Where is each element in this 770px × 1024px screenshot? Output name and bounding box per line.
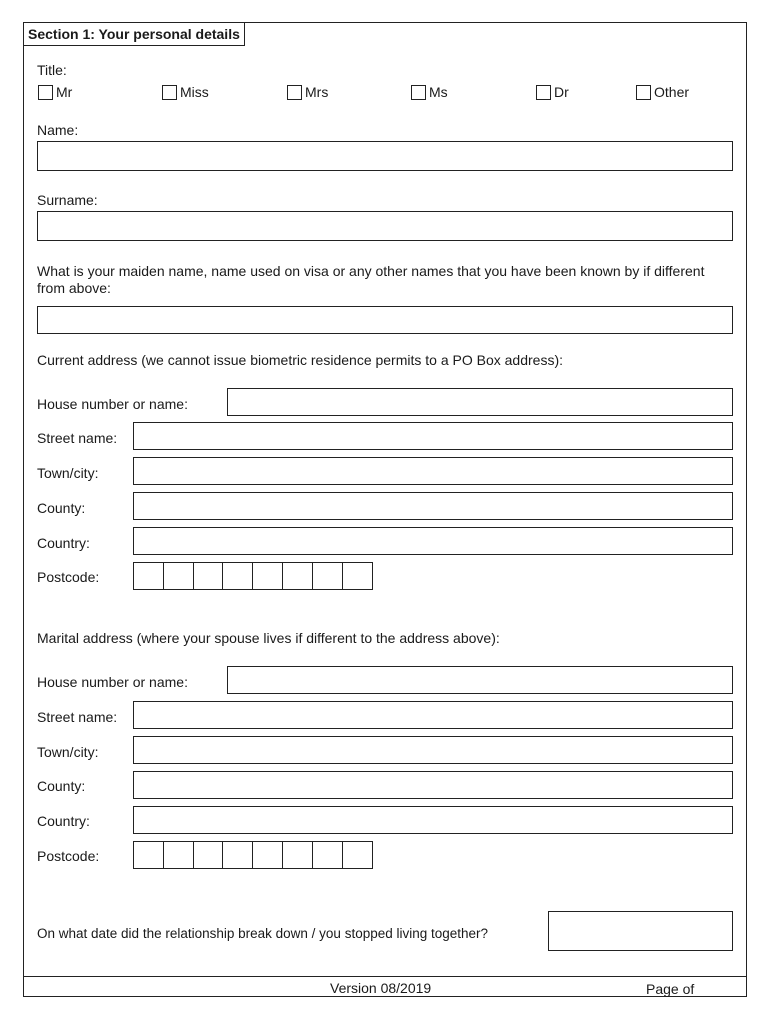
surname-field[interactable]	[37, 211, 733, 241]
current-street-field[interactable]	[133, 422, 733, 450]
current-address-heading: Current address (we cannot issue biometric residence permits to a PO Box address):	[37, 352, 564, 368]
surname-label: Surname:	[37, 192, 98, 208]
marital-house-field[interactable]	[227, 666, 733, 694]
marital-address-heading: Marital address (where your spouse lives if different to the address above):	[37, 630, 500, 646]
current-town-label: Town/city:	[37, 465, 99, 481]
current-house-label: House number or name:	[37, 396, 188, 412]
title-other-checkbox[interactable]	[636, 85, 651, 100]
postcode-cell[interactable]	[342, 841, 373, 869]
postcode-cell[interactable]	[163, 562, 194, 590]
postcode-cell[interactable]	[342, 562, 373, 590]
current-county-label: County:	[37, 500, 86, 516]
postcode-cell[interactable]	[252, 562, 283, 590]
marital-country-field[interactable]	[133, 806, 733, 834]
postcode-cell[interactable]	[282, 562, 313, 590]
postcode-cell[interactable]	[252, 841, 283, 869]
title-miss-checkbox[interactable]	[162, 85, 177, 100]
postcode-cell[interactable]	[133, 562, 164, 590]
marital-street-field[interactable]	[133, 701, 733, 729]
marital-postcode-label: Postcode:	[37, 848, 100, 864]
postcode-cell[interactable]	[282, 841, 313, 869]
title-mrs-checkbox[interactable]	[287, 85, 302, 100]
postcode-cell[interactable]	[193, 841, 224, 869]
current-country-label: Country:	[37, 535, 90, 551]
maiden-name-label: What is your maiden name, name used on visa or any other names that you have been known by if different from above:	[37, 263, 705, 296]
current-county-field[interactable]	[133, 492, 733, 520]
title-dr-label: Dr	[554, 84, 569, 100]
current-country-field[interactable]	[133, 527, 733, 555]
postcode-cell[interactable]	[133, 841, 164, 869]
footer-version: Version 08/2019	[330, 980, 432, 996]
breakdown-date-field[interactable]	[548, 911, 733, 951]
breakdown-date-label: On what date did the relationship break down / you stopped living together?	[37, 926, 489, 941]
title-miss-label: Miss	[180, 84, 209, 100]
marital-street-label: Street name:	[37, 709, 118, 725]
postcode-cell[interactable]	[193, 562, 224, 590]
section-title: Section 1: Your personal details	[23, 22, 245, 46]
footer-page: Page of	[646, 981, 695, 997]
current-house-field[interactable]	[227, 388, 733, 416]
title-mrs-label: Mrs	[305, 84, 329, 100]
marital-house-label: House number or name:	[37, 674, 188, 690]
maiden-name-field[interactable]	[37, 306, 733, 334]
current-street-label: Street name:	[37, 430, 118, 446]
title-label: Title:	[37, 62, 67, 78]
marital-town-label: Town/city:	[37, 744, 99, 760]
title-ms-checkbox[interactable]	[411, 85, 426, 100]
marital-postcode-boxes[interactable]	[133, 841, 373, 869]
title-mr-label: Mr	[56, 84, 73, 100]
marital-county-field[interactable]	[133, 771, 733, 799]
name-field[interactable]	[37, 141, 733, 171]
marital-town-field[interactable]	[133, 736, 733, 764]
title-other-label: Other	[654, 84, 690, 100]
current-town-field[interactable]	[133, 457, 733, 485]
current-postcode-label: Postcode:	[37, 569, 100, 585]
postcode-cell[interactable]	[222, 562, 253, 590]
marital-county-label: County:	[37, 778, 86, 794]
title-ms-label: Ms	[429, 84, 448, 100]
postcode-cell[interactable]	[163, 841, 194, 869]
title-mr-checkbox[interactable]	[38, 85, 53, 100]
postcode-cell[interactable]	[312, 841, 343, 869]
footer-divider	[23, 976, 747, 977]
title-dr-checkbox[interactable]	[536, 85, 551, 100]
current-postcode-boxes[interactable]	[133, 562, 373, 590]
name-label: Name:	[37, 122, 79, 138]
marital-country-label: Country:	[37, 813, 90, 829]
postcode-cell[interactable]	[222, 841, 253, 869]
postcode-cell[interactable]	[312, 562, 343, 590]
